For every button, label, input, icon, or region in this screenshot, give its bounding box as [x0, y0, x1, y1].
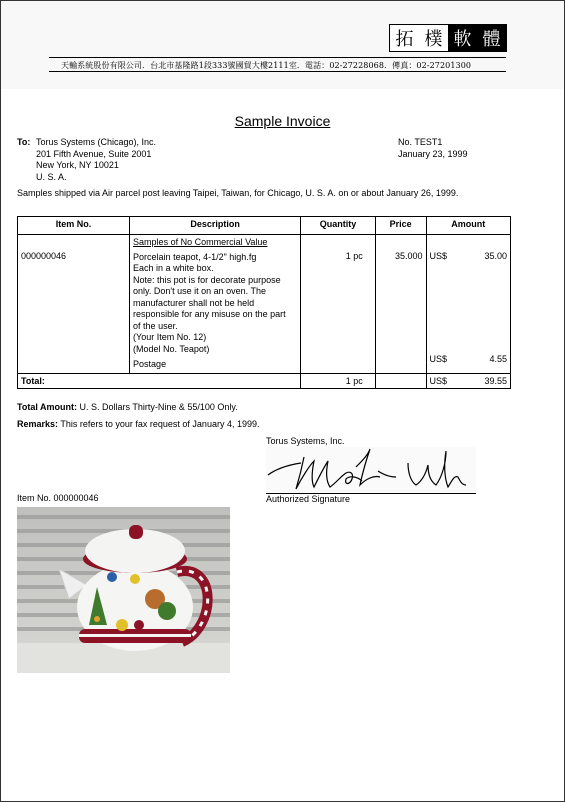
postage-label: Postage: [133, 359, 167, 369]
item-amount-row: [430, 251, 507, 261]
handwritten-signature: [266, 447, 476, 492]
remarks-line: [17, 419, 259, 429]
postage-amount-row: [430, 354, 507, 364]
item-currency: US$: [429, 251, 448, 261]
total-amount-row: [430, 376, 507, 386]
total-currency: US$: [429, 375, 448, 386]
logo-char-4: 體: [477, 25, 506, 51]
letterhead-rule-top: [49, 57, 506, 58]
description-line: (Your Item No. 12): [133, 332, 207, 342]
item-quantity: 1 pc: [345, 251, 363, 261]
invoice-title: Sample Invoice: [234, 113, 331, 129]
description-line: (Model No. Teapot): [133, 343, 210, 354]
invoice-number: No. TEST1: [398, 137, 443, 147]
item-amount: 35.00: [484, 251, 507, 261]
header-amount: Amount: [426, 217, 510, 235]
remarks-text: This refers to your fax request of January 4, 1999.: [60, 419, 260, 429]
invoice-items-table: [17, 216, 511, 389]
recipient-address: [36, 137, 156, 183]
table-header-row: [18, 217, 511, 235]
invoice-date: January 23, 1999: [398, 148, 468, 159]
price-cell: [375, 235, 426, 374]
section-title: Samples of No Commercial Value: [133, 237, 268, 247]
item-no: 000000046: [21, 251, 67, 261]
letterhead-rule-bottom: [49, 71, 506, 72]
item-no-cell: [18, 235, 130, 374]
total-amount-label: Total Amount:: [17, 402, 77, 412]
header-quantity: Quantity: [301, 217, 376, 235]
item-caption: Item No. 000000046: [17, 493, 99, 503]
recipient-line: U. S. A.: [36, 171, 67, 182]
total-amount-cell: [426, 373, 510, 388]
teapot-photo: [17, 507, 230, 673]
description-cell: [130, 235, 301, 374]
total-label-cell: [18, 373, 301, 388]
header-description: Description: [130, 217, 301, 235]
logo-char-1: 拓: [390, 25, 419, 51]
company-logo: [389, 24, 507, 52]
postage-currency: US$: [429, 354, 448, 364]
total-amount: 39.55: [484, 375, 507, 386]
signature-label: Authorized Signature: [266, 494, 351, 504]
description-line: responsible for any misuse on the part: [133, 309, 286, 319]
total-label: Total:: [21, 375, 45, 386]
description-line: Porcelain teapot, 4-1/2" high.fg: [133, 251, 257, 262]
header-price: Price: [375, 217, 426, 235]
signature-image: [266, 447, 476, 492]
table-row: [18, 235, 511, 374]
company-address-line: 天輸系統股份有限公司．台北市基隆路1段333號國貿大樓2111室．電話：02-27228068．傳真：02-27201300: [61, 61, 472, 70]
recipient-line: Torus Systems (Chicago), Inc.: [36, 137, 157, 147]
amount-cell: [426, 235, 510, 374]
recipient-line: New York, NY 10021: [36, 160, 119, 170]
to-label: To:: [17, 137, 31, 147]
invoice-meta: [398, 137, 468, 160]
header-item-no: Item No.: [18, 217, 130, 235]
teapot-image: [17, 507, 230, 673]
logo-char-2: 樸: [419, 25, 448, 51]
description-line: Each in a white box.: [133, 263, 214, 273]
total-amount-text: U. S. Dollars Thirty-Nine & 55/100 Only.: [79, 402, 238, 412]
signature-company: Torus Systems, Inc.: [266, 436, 345, 446]
remarks-label: Remarks:: [17, 419, 59, 429]
description-line: manufacturer shall not be held: [133, 297, 255, 308]
total-quantity: 1 pc: [345, 375, 363, 386]
item-price: 35.000: [395, 251, 423, 261]
description-line: Note: this pot is for decorate purpose: [133, 274, 281, 285]
description-line: only. Don't use it on an oven. The: [133, 286, 267, 296]
total-price-cell: [375, 373, 426, 388]
shipping-note: Samples shipped via Air parcel post leaving Taipei, Taiwan, for Chicago, U. S. A. on or about January 26, 1999.: [17, 188, 459, 198]
total-quantity-cell: [301, 373, 376, 388]
postage-amount: 4.55: [489, 354, 507, 364]
logo-char-3: 軟: [448, 25, 477, 51]
quantity-cell: [301, 235, 376, 374]
recipient-line: 201 Fifth Avenue, Suite 2001: [36, 148, 152, 159]
total-row: [18, 373, 511, 388]
description-line: of the user.: [133, 320, 178, 331]
total-amount-line: [17, 402, 238, 412]
